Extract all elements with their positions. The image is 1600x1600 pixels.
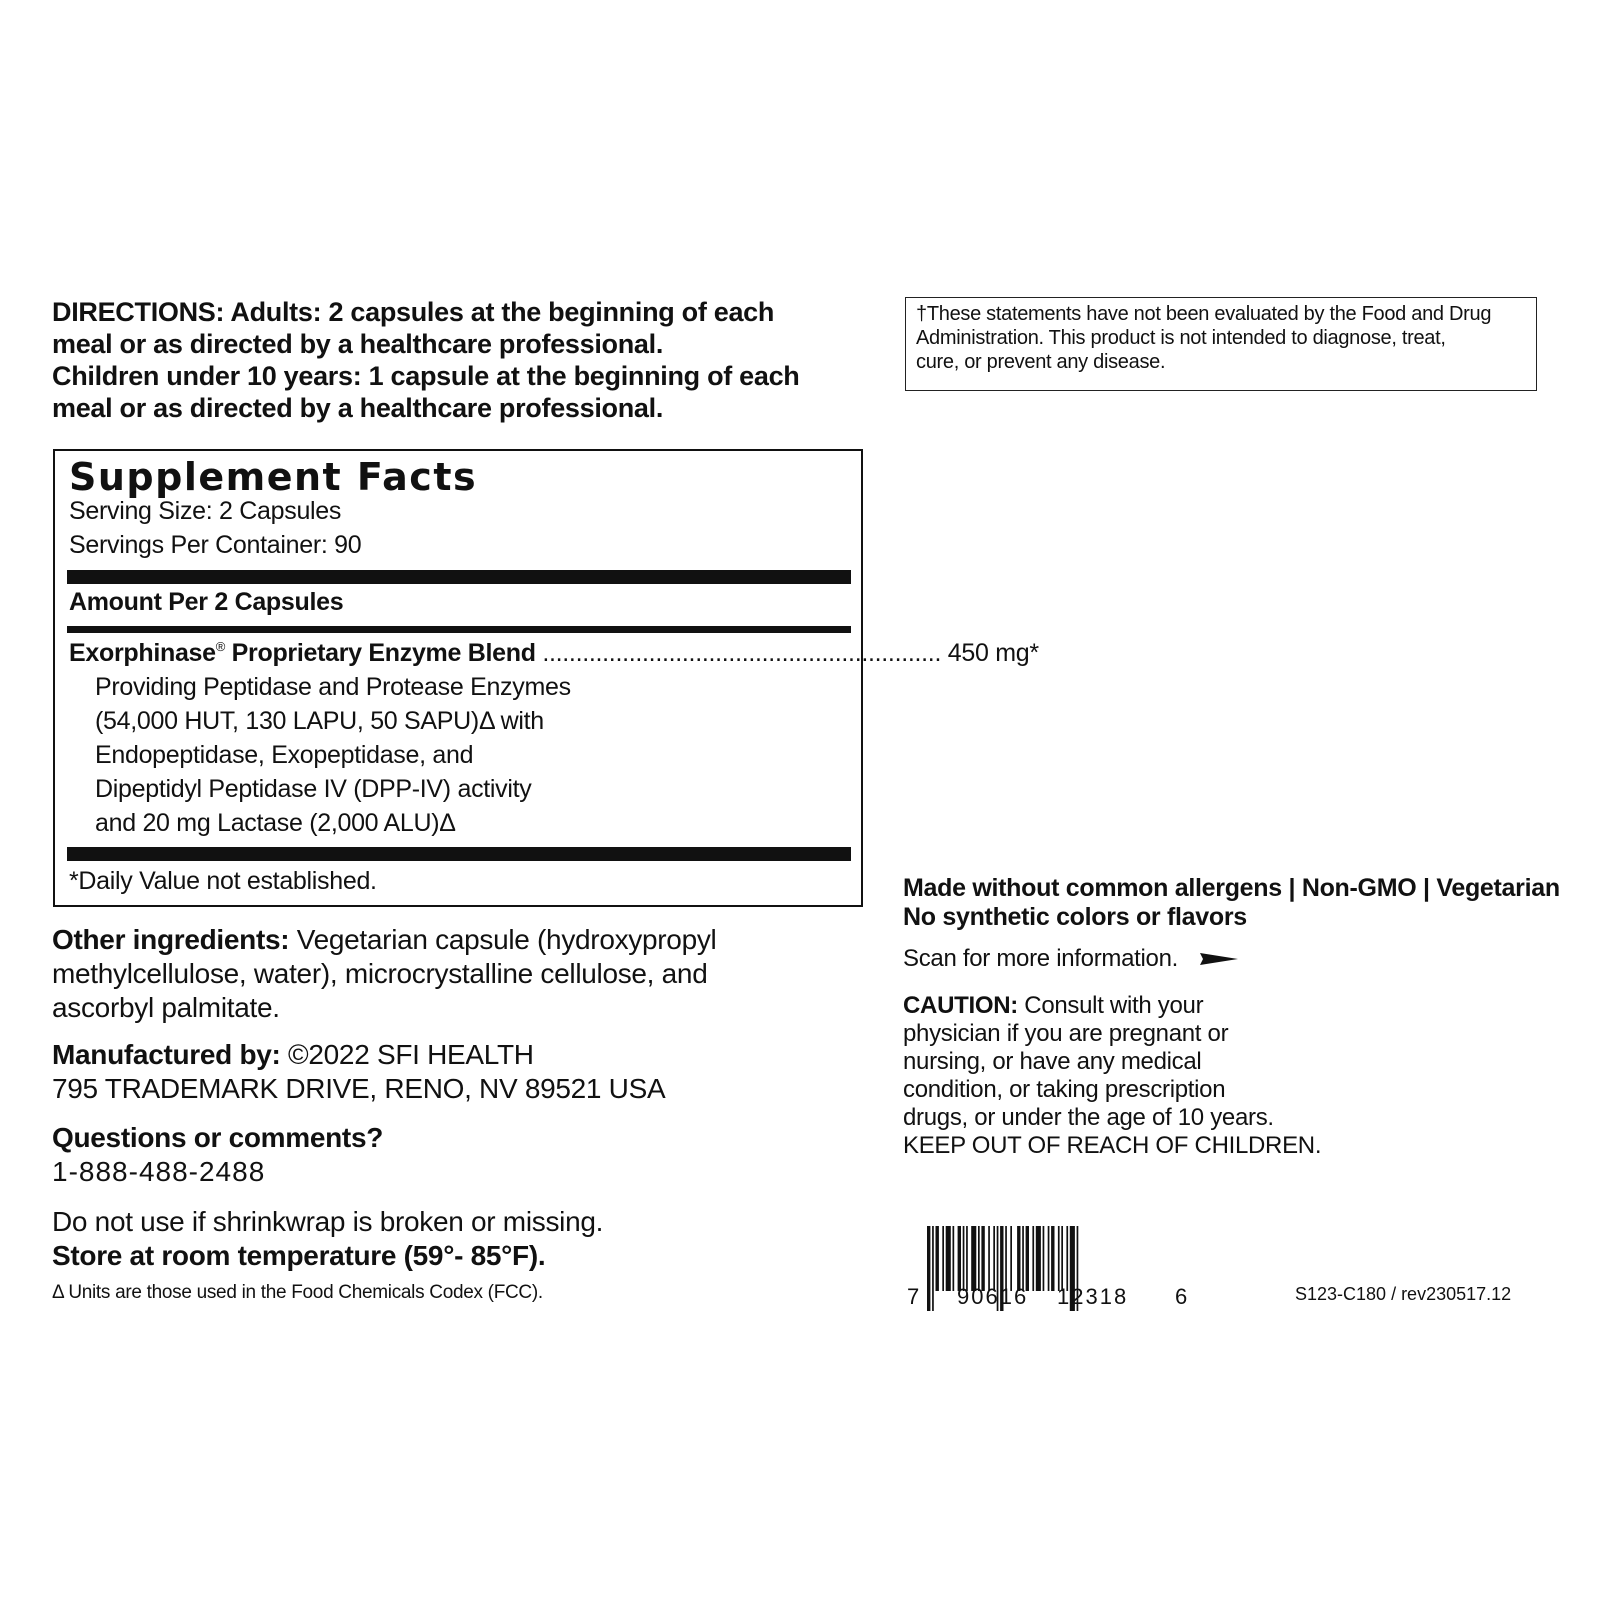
caution-text: Consult with your <box>1017 992 1204 1019</box>
directions-text <box>52 296 842 424</box>
caution-label: CAUTION: <box>903 992 1018 1019</box>
storage-instruction: Store at room temperature (59°- 85°F). <box>52 1240 546 1271</box>
shrinkwrap-warning: Do not use if shrinkwrap is broken or missing. <box>52 1206 604 1237</box>
lot-code: S123-C180 / rev230517.12 <box>1295 1284 1512 1304</box>
blend-detail-line: (54,000 HUT, 130 LAPU, 50 SAPU)Δ with <box>95 707 544 735</box>
barcode-bar <box>1051 1226 1054 1291</box>
arrow-right-icon <box>1200 951 1238 967</box>
manufacturer-info <box>52 1038 665 1106</box>
barcode-bar <box>958 1226 961 1291</box>
blend-amount: 450 mg* <box>941 639 1039 667</box>
caution-text: KEEP OUT OF REACH OF CHILDREN. <box>903 1132 1322 1159</box>
caution-text: nursing, or have any medical <box>903 1048 1202 1075</box>
serving-size: Serving Size: 2 Capsules <box>69 497 342 525</box>
questions-section <box>52 1121 383 1189</box>
fda-disclaimer-box <box>905 297 1537 391</box>
barcode-bar <box>953 1226 955 1291</box>
other-ingredients-text: ascorbyl palmitate. <box>52 992 280 1023</box>
blend-detail-line: Dipeptidyl Peptidase IV (DPP-IV) activity <box>95 775 532 803</box>
barcode-bar <box>1010 1226 1012 1291</box>
barcode-bar <box>981 1226 984 1291</box>
directions-line: meal or as directed by a healthcare professional. <box>52 393 664 423</box>
manufacturer-address: 795 TRADEMARK DRIVE, RENO, NV 89521 USA <box>52 1073 666 1104</box>
manufacturer-label: Manufactured by: <box>52 1039 281 1070</box>
amount-per-header: Amount Per 2 Capsules <box>69 588 344 616</box>
barcode-bar <box>963 1226 965 1291</box>
disclaimer-line: Administration. This product is not intended to diagnose, treat, <box>916 327 1446 349</box>
directions-line: Children under 10 years: 1 capsule at the beginning of each <box>52 361 800 391</box>
manufacturer-name: ©2022 SFI HEALTH <box>280 1039 534 1070</box>
servings-per-container: Servings Per Container: 90 <box>69 531 362 559</box>
barcode-digit: 6 <box>1175 1284 1187 1309</box>
caution-text: condition, or taking prescription <box>903 1076 1226 1103</box>
barcode-bar <box>971 1226 976 1291</box>
barcode-bar <box>988 1226 990 1291</box>
caution-text: physician if you are pregnant or <box>903 1020 1229 1047</box>
barcode-bar <box>1022 1226 1024 1291</box>
barcode-digit-group: 90616 <box>957 1284 1029 1309</box>
barcode-bar <box>946 1226 951 1291</box>
other-ingredients-text: Vegetarian capsule (hydroxypropyl <box>289 924 717 955</box>
blend-row <box>69 639 1039 668</box>
thick-divider <box>67 570 851 584</box>
claims-line: No synthetic colors or flavors <box>903 903 1247 931</box>
product-claims <box>903 874 1560 932</box>
scan-prompt <box>903 945 1238 973</box>
barcode-digit-group: 12318 <box>1057 1284 1129 1309</box>
medium-divider <box>67 626 851 633</box>
caution-text: drugs, or under the age of 10 years. <box>903 1104 1274 1131</box>
registered-mark: ® <box>215 639 226 654</box>
blend-detail-line: Providing Peptidase and Protease Enzymes <box>95 673 571 701</box>
barcode-bar <box>1061 1226 1063 1291</box>
barcode-bar <box>1043 1226 1045 1291</box>
blend-name-rest: Proprietary Enzyme Blend <box>225 639 543 667</box>
barcode-bar <box>966 1226 968 1291</box>
blend-detail-line: Endopeptidase, Exopeptidase, and <box>95 741 474 769</box>
barcode-bar <box>1066 1226 1068 1291</box>
disclaimer-line: These statements have not been evaluated by the Food and Drug <box>926 303 1492 325</box>
caution-section <box>903 992 1321 1160</box>
phone-number: 1-888-488-2488 <box>52 1156 266 1187</box>
supplement-facts-title: Supplement Facts <box>69 455 478 499</box>
barcode-bar <box>1036 1226 1041 1291</box>
barcode-bar <box>942 1226 944 1291</box>
blend-detail-line: and 20 mg Lactase (2,000 ALU)Δ <box>95 809 456 837</box>
questions-label: Questions or comments? <box>52 1122 384 1153</box>
other-ingredients <box>52 923 716 1025</box>
units-footnote: Δ Units are those used in the Food Chemicals Codex (FCC). <box>52 1282 543 1303</box>
other-ingredients-text: methylcellulose, water), microcrystalline cellulose, and <box>52 958 708 989</box>
upc-barcode <box>907 1226 1187 1336</box>
barcode-bar <box>978 1226 980 1291</box>
barcode-bar <box>1017 1226 1020 1291</box>
leader-dots: ............................................................ <box>542 639 942 667</box>
storage-warnings <box>52 1205 603 1273</box>
other-ingredients-label: Other ingredients: <box>52 924 290 955</box>
directions-line: DIRECTIONS: Adults: 2 capsules at the beginning of each <box>52 297 775 327</box>
claims-line: Made without common allergens | Non-GMO | Vegetarian <box>903 874 1560 902</box>
barcode-bar <box>1058 1226 1060 1291</box>
barcode-bar <box>1032 1226 1034 1291</box>
barcode-digit: 7 <box>907 1284 919 1309</box>
barcode-bar <box>993 1226 995 1291</box>
daily-value-footnote: *Daily Value not established. <box>69 867 377 895</box>
barcode-bar <box>932 1226 934 1311</box>
barcode-bar <box>936 1226 939 1291</box>
thick-divider <box>67 847 851 861</box>
barcode-bar <box>927 1226 930 1311</box>
barcode-bar <box>1048 1226 1050 1291</box>
barcode-bar <box>1026 1226 1029 1291</box>
barcode-bar <box>1005 1226 1007 1291</box>
blend-name: Exorphinase <box>69 639 216 667</box>
disclaimer-line: cure, or prevent any disease. <box>916 351 1166 373</box>
supplement-facts-panel <box>53 449 1039 907</box>
directions-line: meal or as directed by a healthcare professional. <box>52 329 664 359</box>
dagger-symbol: † <box>916 303 927 325</box>
scan-text: Scan for more information. <box>903 945 1178 972</box>
